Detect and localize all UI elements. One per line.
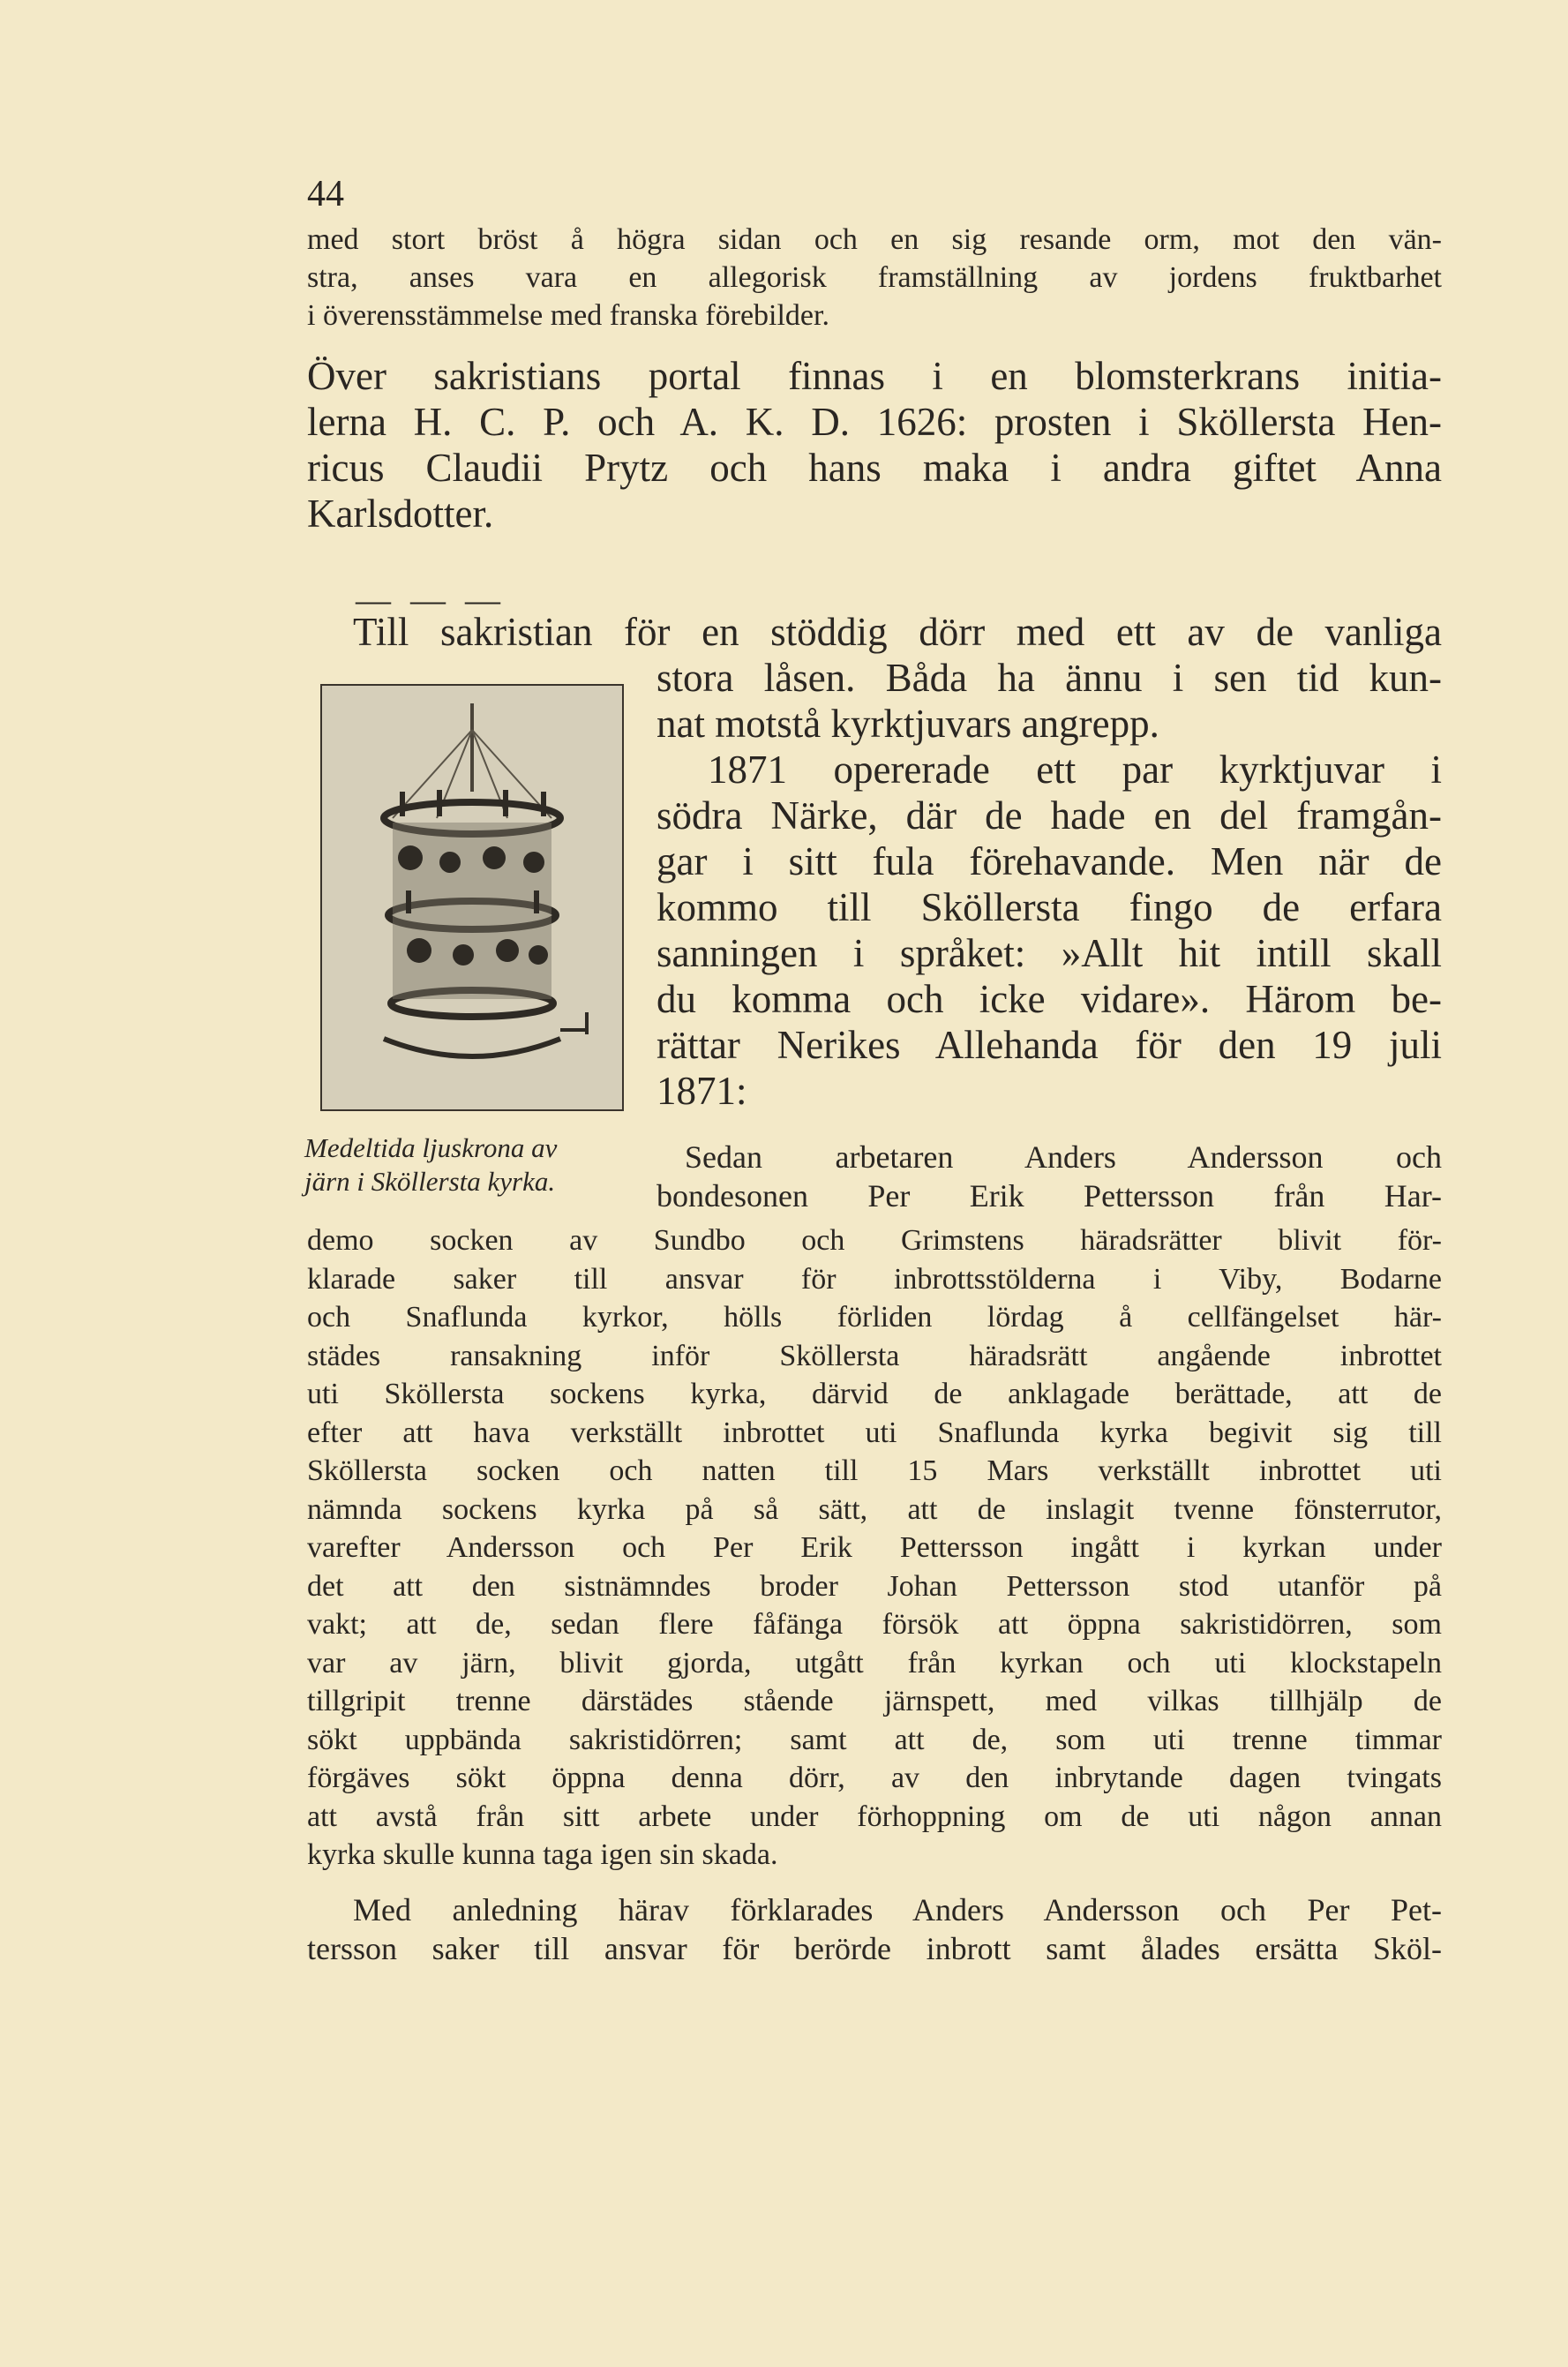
section-separator: — — — xyxy=(356,580,506,620)
initials-paragraph xyxy=(307,353,1442,537)
text-line: Med anledning härav förklarades Anders Andersson och Per Pet- xyxy=(353,1892,1442,1927)
text-line: 1871: xyxy=(656,1069,747,1113)
text-line: nat motstå kyrktjuvars angrepp. xyxy=(656,702,1159,746)
text-line: och Snaflunda kyrkor, hölls förliden lördag å cellfängelset här- xyxy=(307,1301,1442,1334)
quote-body xyxy=(307,1221,1442,1875)
text-line: lerna H. C. P. och A. K. D. 1626: prosten i Sköllersta Hen- xyxy=(307,400,1442,444)
text-line: sökt uppbända sakristidörren; samt att de, som uti trenne timmar xyxy=(307,1723,1442,1756)
quote-start xyxy=(656,1138,1442,1215)
text-line: efter att hava verkställt inbrottet uti Snaflunda kyrka begivit sig till xyxy=(307,1416,1442,1449)
text-line: kommo till Sköllersta fingo de erfara xyxy=(656,885,1442,929)
closing-paragraph xyxy=(307,1891,1442,1968)
text-line: Sedan arbetaren Anders Andersson och xyxy=(685,1139,1442,1175)
text-line: tersson saker till ansvar för berörde inbrott samt ålades ersätta Sköl- xyxy=(307,1930,1442,1966)
text-line: att avstå från sitt arbete under förhoppning om de uti någon annan xyxy=(307,1800,1442,1833)
text-line: vakt; att de, sedan flere fåfänga försök att öppna sakristidörren, som xyxy=(307,1608,1442,1641)
text-line: tillgripit trenne därstädes stående järnspett, med vilkas tillhjälp de xyxy=(307,1685,1442,1717)
text-line: du komma och icke vidare». Härom be- xyxy=(656,977,1442,1021)
text-line: varefter Andersson och Per Erik Pettersson ingått i kyrkan under xyxy=(307,1531,1442,1564)
text-line: Över sakristians portal finnas i en blomsterkrans initia- xyxy=(307,354,1442,398)
text-line: rättar Nerikes Allehanda för den 19 juli xyxy=(656,1023,1442,1067)
intro-paragraph xyxy=(307,221,1442,334)
text-line: demo socken av Sundbo och Grimstens häradsrätter blivit för- xyxy=(307,1224,1442,1257)
caption-line: järn i Sköllersta kyrka. xyxy=(304,1166,556,1197)
text-line: städes ransakning inför Sköllersta häradsrätt angående inbrottet xyxy=(307,1339,1442,1372)
text-line: stora låsen. Båda ha ännu i sen tid kun- xyxy=(656,656,1442,700)
door-first-line xyxy=(353,609,1442,655)
text-line: uti Sköllersta sockens kyrka, därvid de anklagade berättade, att de xyxy=(307,1378,1442,1410)
text-line: bondesonen Per Erik Pettersson från Har- xyxy=(656,1177,1442,1214)
text-line: södra Närke, där de hade en del framgån- xyxy=(656,793,1442,838)
text-line: i överensstämmelse med franska förebilder. xyxy=(307,299,829,332)
text-line: det att den sistnämndes broder Johan Pettersson stod utanför på xyxy=(307,1569,1442,1603)
door-paragraph-right xyxy=(656,655,1442,1114)
text-line: sanningen i språket: »Allt hit intill skall xyxy=(656,931,1442,975)
text-line: stra, anses vara en allegorisk framställning av jordens fruktbarhet xyxy=(307,261,1442,294)
text-line: förgäves sökt öppna denna dörr, av den inbrytande dagen tvingats xyxy=(307,1762,1442,1794)
text-line: med stort bröst å högra sidan och en sig resande orm, mot den vän- xyxy=(307,223,1442,256)
text-line: kyrka skulle kunna taga igen sin skada. xyxy=(307,1838,778,1871)
text-line: var av järn, blivit gjorda, utgått från kyrkan och uti klockstapeln xyxy=(307,1646,1442,1679)
page-number: 44 xyxy=(307,174,344,214)
caption-line: Medeltida ljuskrona av xyxy=(304,1132,558,1163)
text-line: nämnda sockens kyrka på så sätt, att de inslagit tvenne fönsterrutor, xyxy=(307,1492,1442,1526)
chandelier-illustration xyxy=(322,686,622,1109)
text-line: klarade saker till ansvar för inbrottsstölderna i Viby, Bodarne xyxy=(307,1262,1442,1296)
text-line: ricus Claudii Prytz och hans maka i andra giftet Anna xyxy=(307,446,1442,490)
text-line: 1871 opererade ett par kyrktjuvar i xyxy=(708,748,1442,792)
text-line: Till sakristian för en stöddig dörr med ett av de vanliga xyxy=(353,610,1442,654)
text-line: Sköllersta socken och natten till 15 Mars verkställt inbrottet uti xyxy=(307,1454,1442,1487)
text-line: gar i sitt fula förehavande. Men när de xyxy=(656,839,1442,883)
figure-caption xyxy=(304,1131,640,1199)
text-line: Karlsdotter. xyxy=(307,492,494,536)
chandelier-photo xyxy=(320,684,624,1111)
